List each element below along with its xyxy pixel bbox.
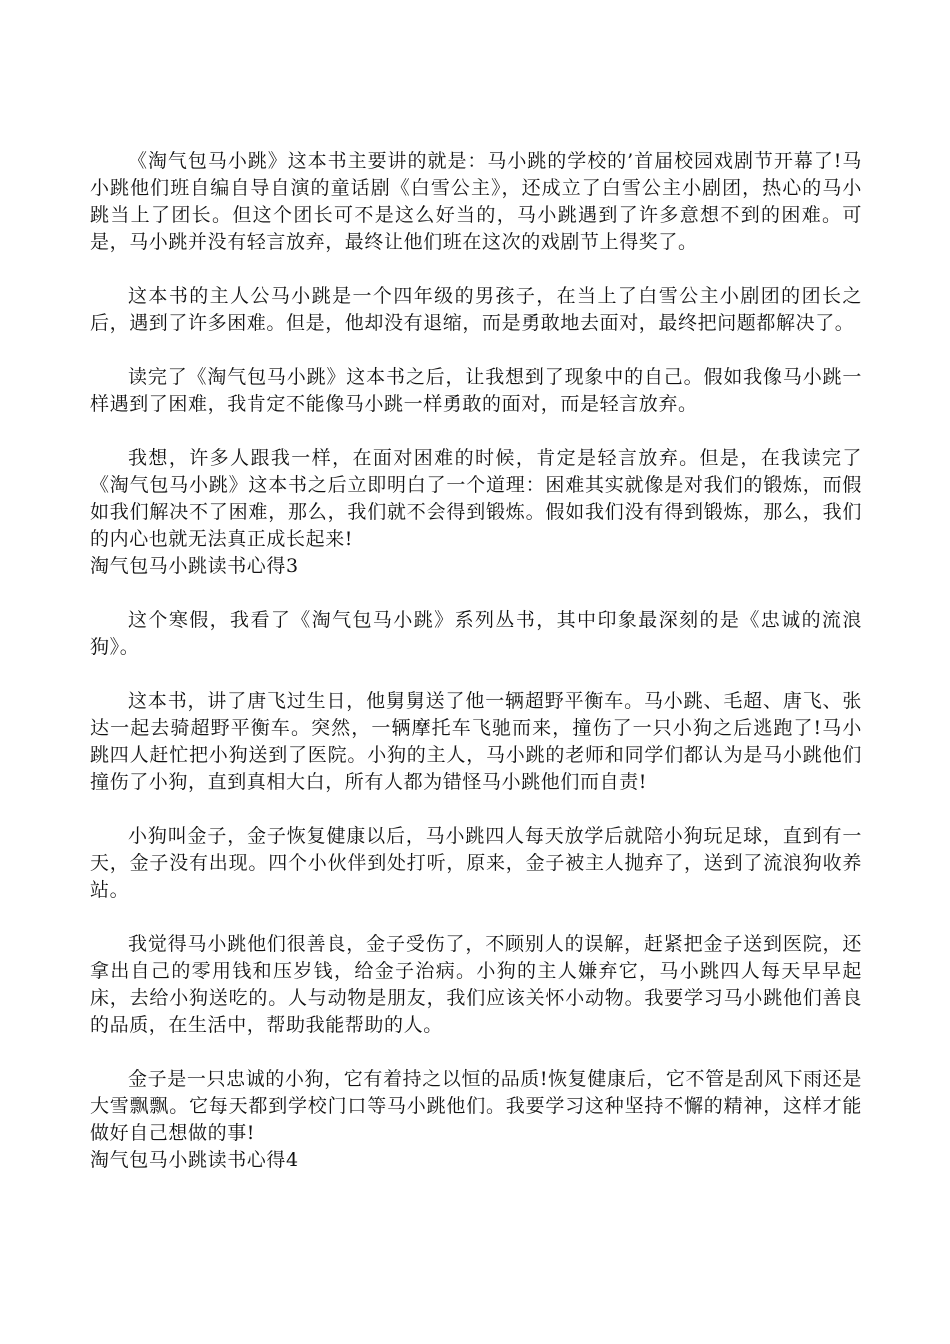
section-heading: 淘气包马小跳读书心得4 [90,1149,299,1171]
paragraph: 这个寒假，我看了《淘气包马小跳》系列丛书，其中印象最深刻的是《忠诚的流浪狗》。 [90,609,862,658]
paragraph: 小狗叫金子，金子恢复健康以后，马小跳四人每天放学后就陪小狗玩足球，直到有一天，金子没有出现。四个小伙伴到处打听，原来，金子被主人抛弃了，送到了流浪狗收养站。 [90,825,862,901]
paragraph: 我想，许多人跟我一样，在面对困难的时候，肯定是轻言放弃。但是，在我读完了《淘气包马小跳》这本书之后立即明白了一个道理：困难其实就像是对我们的锻炼，而假如我们解决不了困难，那么，我们就不会得到锻炼。假如我们没有得到锻炼，那么，我们的内心也就无法真正成长起来! [90,447,862,550]
paragraph: 这本书，讲了唐飞过生日，他舅舅送了他一辆超野平衡车。马小跳、毛超、唐飞、张达一起去骑超野平衡车。突然，一辆摩托车飞驰而来，撞伤了一只小狗之后逃跑了!马小跳四人赶忙把小狗送到了医院。小狗的主人，马小跳的老师和同学们都认为是马小跳他们撞伤了小狗，直到真相大白，所有人都为错怪马小跳他们而自责! [90,690,862,793]
paragraph: 这本书的主人公马小跳是一个四年级的男孩子，在当上了白雪公主小剧团的团长之后，遇到了许多困难。但是，他却没有退缩，而是勇敢地去面对，最终把问题都解决了。 [90,285,862,334]
paragraph: 《淘气包马小跳》这本书主要讲的就是：马小跳的学校的’首届校园戏剧节开幕了!马小跳他们班自编自导自演的童话剧《白雪公主》，还成立了白雪公主小剧团，热心的马小跳当上了团长。但这个团长可不是这么好当的，马小跳遇到了许多意想不到的困难。可是，马小跳并没有轻言放弃，最终让他们班在这次的戏剧节上得奖了。 [90,150,862,253]
paragraph: 金子是一只忠诚的小狗，它有着持之以恒的品质!恢复健康后，它不管是刮风下雨还是大雪飘飘。它每天都到学校门口等马小跳他们。我要学习这种坚持不懈的精神，这样才能做好自己想做的事! [90,1068,862,1144]
document-body [90,148,862,1201]
paragraph: 我觉得马小跳他们很善良，金子受伤了，不顾别人的误解，赶紧把金子送到医院，还拿出自己的零用钱和压岁钱，给金子治病。小狗的主人嫌弃它，马小跳四人每天早早起床，去给小狗送吃的。人与动物是朋友，我们应该关怀小动物。我要学习马小跳他们善良的品质，在生活中，帮助我能帮助的人。 [90,933,862,1036]
paragraph: 读完了《淘气包马小跳》这本书之后，让我想到了现象中的自己。假如我像马小跳一样遇到了困难，我肯定不能像马小跳一样勇敢的面对，而是轻言放弃。 [90,366,862,415]
section-heading: 淘气包马小跳读书心得3 [90,555,299,577]
